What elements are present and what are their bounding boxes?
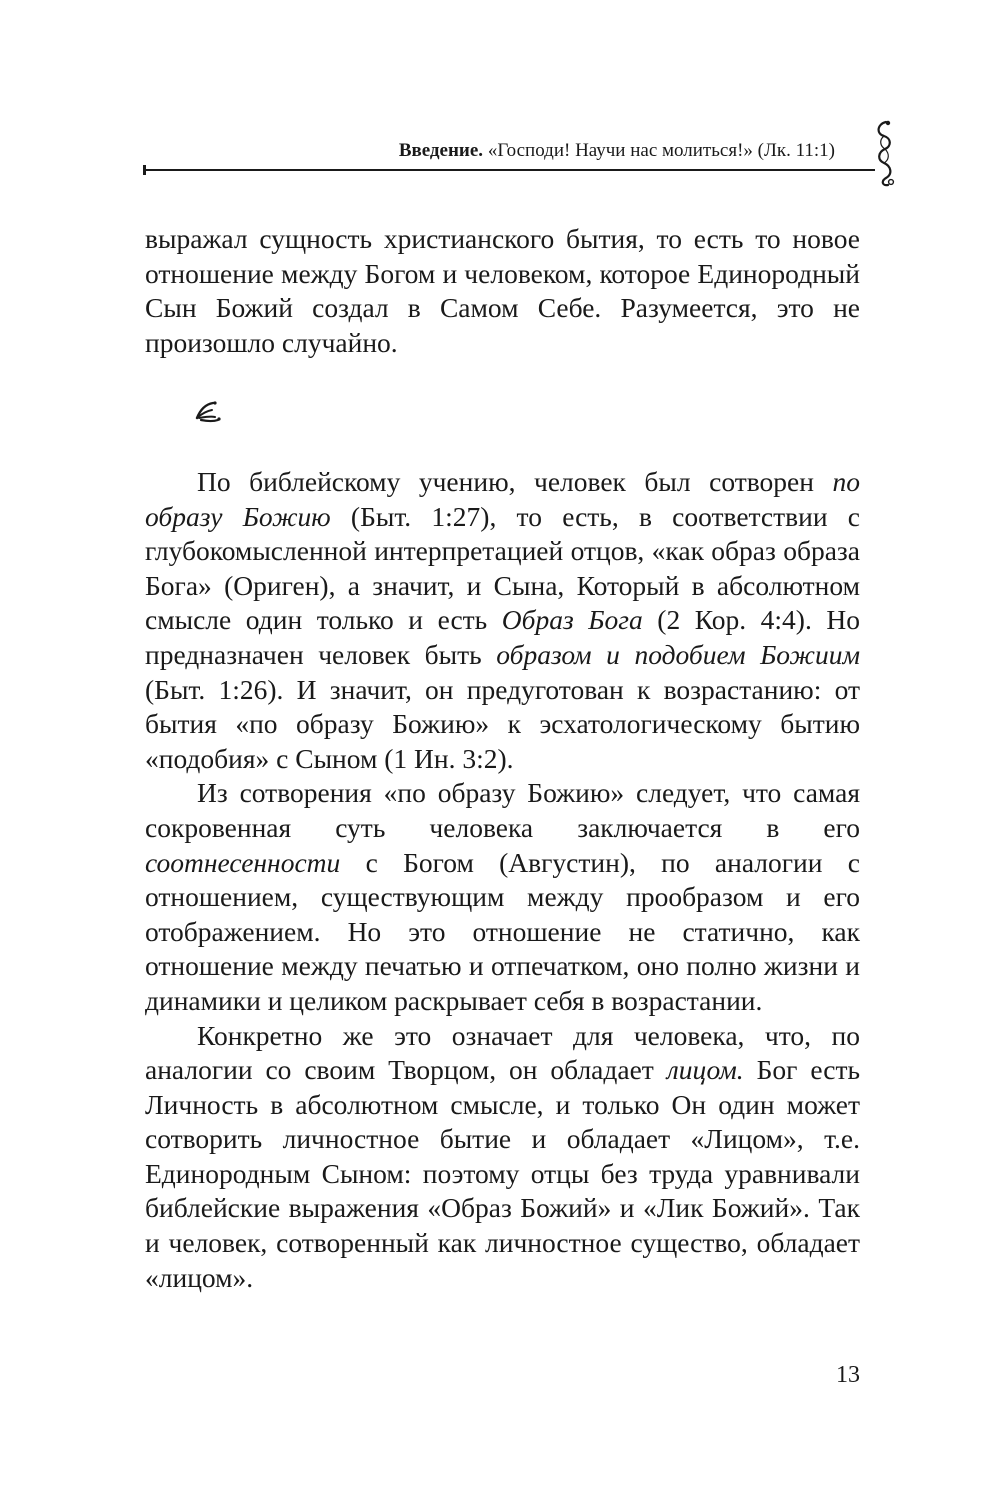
paragraph-text: (Быт. 1:26). И значит, он предуготован к возрастанию: от бытия «по образу Божию» к эсхатологическому бытию «подобия» с Сыном (1 Ин. 3:2).	[145, 673, 860, 774]
paragraph-emphasis: по образу Божию	[145, 466, 860, 532]
paragraph-emphasis: Образ Бога	[501, 604, 643, 636]
paragraph-text: (Быт. 1:27), то есть, в соответствии с глубокомысленной интерпретацией отцов, «как образ образа Бога» (Ориген), а значит, и Сына, Который в абсолютном смысле один только и есть	[145, 500, 860, 636]
paragraph-text: Из сотворения «по образу Божию» следует, что самая сокровенная суть человека заключается в его	[145, 777, 860, 843]
paragraph-emphasis: лицом.	[666, 1054, 744, 1086]
paragraph-person	[145, 1019, 860, 1296]
paragraph-emphasis: образом и подобием Божиим	[496, 638, 860, 670]
page-number: 13	[836, 1362, 860, 1388]
floral-ornament-icon	[193, 398, 223, 424]
running-head-chapter: Введение.	[398, 140, 484, 161]
paragraph-text: Конкретно же это означает для человека, что, по аналогии со своим Творцом, он обладает	[145, 1019, 860, 1086]
text-block-main	[145, 465, 860, 1295]
paragraph-text: (2 Кор. 4:4). Но предназначен человек быть	[145, 604, 861, 670]
running-head	[145, 140, 835, 162]
paragraph-text: с Богом (Августин), по аналогии с отношением, существующим между прообразом и его отображением. Но это отношение не статично, как отношение между печатью и отпечатком, оно полно жизни и динамики и целиком раскрывает себя в возрастании.	[145, 846, 860, 1016]
paragraph-emphasis: соотнесенности	[145, 846, 341, 878]
paragraph-image-of-god	[145, 465, 860, 776]
flourish-ornament-icon	[872, 118, 898, 188]
paragraph-relatedness	[145, 776, 860, 1018]
text-block-continuation	[145, 222, 860, 360]
running-head-title: «Господи! Научи нас молиться!» (Лк. 11:1)	[487, 140, 835, 161]
paragraph-text: По библейскому учению, человек был сотворен	[197, 466, 833, 497]
paragraph-continuation: выражал сущность христианского бытия, то есть то новое отношение между Богом и человеком, которое Единородный Сын Божий создал в Самом Себе. Разумеется, это не произошло случайно.	[145, 223, 860, 358]
header-rule	[145, 169, 875, 171]
paragraph-text: Бог есть Личность в абсолютном смысле, и только Он один может сотворить личностное бытие и обладает «Лицом», т.е. Единородным Сыном: поэтому отцы без труда уравнивали библейские выражения «Образ Божий» и «Лик Божий». Так и человек, сотворенный как личностное существо, обладает «лицом».	[145, 1054, 860, 1293]
